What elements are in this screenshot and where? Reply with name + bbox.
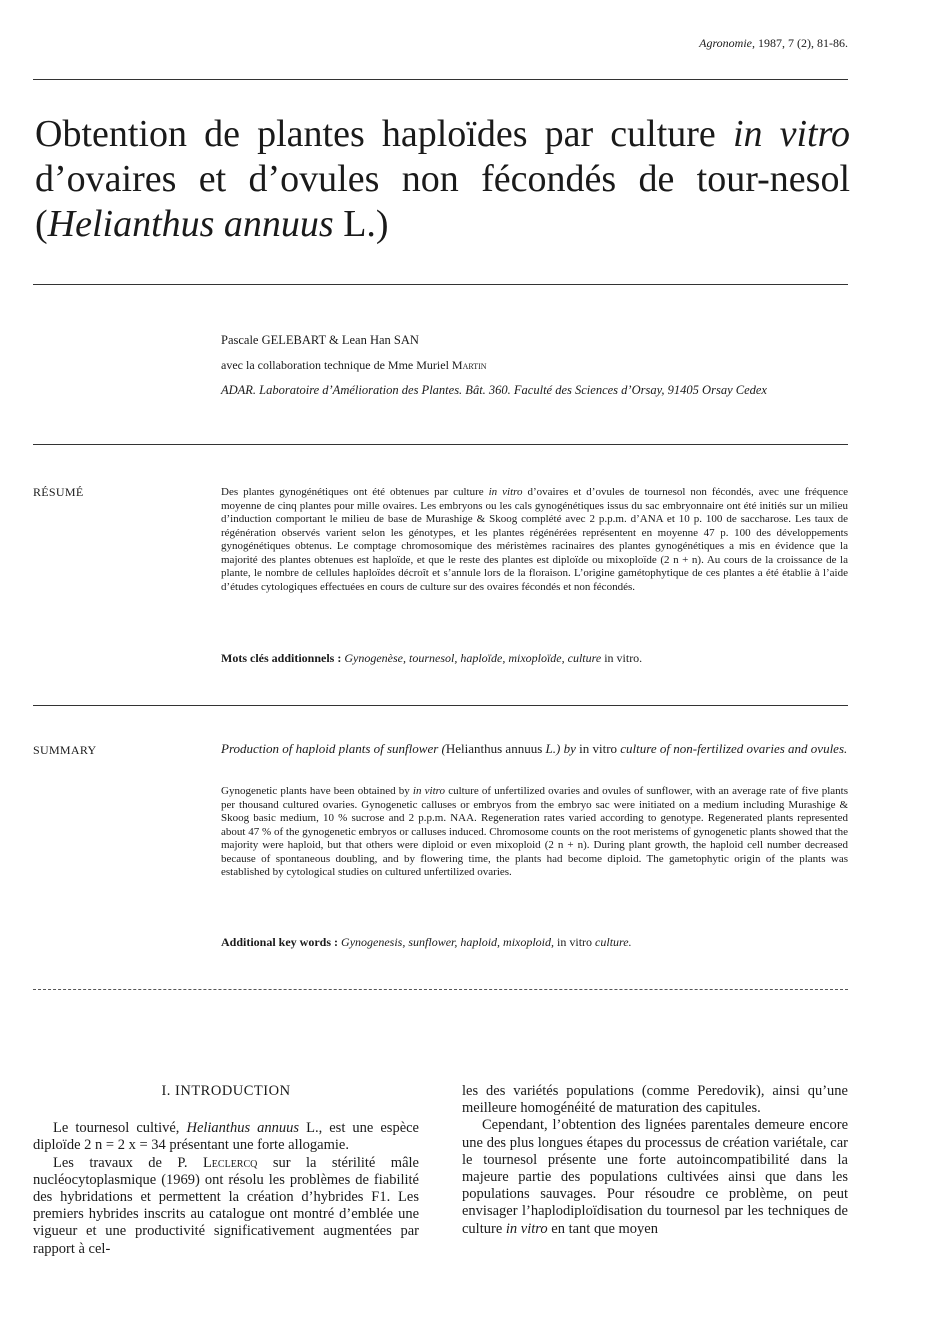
summary-title-invitro: in vitro [579,741,618,756]
journal-citation [699,36,848,51]
resume-text-b: d’ovaires et d’ovules de tournesol non fécondés, avec une fréquence moyenne de cinq plantes pour mille ovaires. Les embryons ou les cals gynogénétiques issus du sac embryonnaire ont été initiés sur un milieu d’induction comportant le milieu de base de Murashige & Skoog complété avec 2 p.p.m. d’ANA et 10 p. 100 de saccharose. Les taux de régénération observés varient selon les génotypes, et les plantes régénérées représentent en moyenne 47 p. 100 des développements gynogénétiques obtenus. Le comptage chromosomique des méristèmes racinaires des plantes gynogénétiques a mis en évidence que la majorité des plantes obtenues est haploïde, et que le reste des plantes est diploïde ou mixoploïde (2 n + n). Au cours de la croissance de la plante, le nombre de cellules haploïdes décroît et s’annule lors de la floraison. L’origine gamétophytique de ces plantes a été établie à l’aide d’études cytologiques effectuées en cours de culture sur des ovaires fécondés et non fécondés. [221,486,849,593]
authors: Pascale GELEBART & Lean Han SAN [221,333,419,347]
title-text-2: d’ovaires et d’ovules non fécondés de tour-nesol ( [35,158,850,245]
intro-p4-a: Cependant, l’obtention des lignées parentales demeure encore une des plus longues étapes du processus de création variétale, car le tournesol présente une forte autoincompatibilité dans la majeure partie des populations cultivées ainsi que dans les populations sauvages. Pour résoudre ce problème, on peut envisager l’haplodiploïdisation du tournesol par les techniques de culture [462,1117,848,1237]
summary-keywords-label: Additional key words : [221,935,339,949]
summary-keywords [221,935,632,950]
resume-text-a: Des plantes gynogénétiques ont été obtenues par culture [221,486,489,498]
intro-paragraph-3: les des variétés populations (comme Peredovik), ainsi qu’une meilleure homogénéité de maturation des capitules. [462,1083,848,1117]
intro-paragraph-2 [33,1155,419,1258]
intro-right-column [462,1083,848,1238]
summary-keywords-mid: in vitro [557,935,593,949]
resume-keywords-label: Mots clés additionnels : [221,651,342,665]
summary-text-a: Gynogenetic plants have been obtained by [221,785,413,797]
title-text-3: L.) [333,203,389,245]
header-rule [33,79,848,80]
collab-name: Martin [451,358,487,372]
summary-title-a: Production of haploid plants of sunflower ( [221,741,446,756]
summary-keywords-end: culture. [595,935,632,949]
title-rule [33,284,848,285]
intro-left-column [33,1083,419,1258]
resume-keywords-text: Gynogenèse, tournesol, haploïde, mixoploïde, culture [344,651,602,665]
intro-p1-a: Le tournesol cultivé, [53,1120,187,1137]
summary-title-c: culture of non-fertilized ovaries and ovules. [617,741,848,756]
summary-label: SUMMARY [33,743,97,757]
intro-p2-b: sur la stérilité mâle nucléocytoplasmique (1969) ont résolu les problèmes de fiabilité des hybridations et permettent la création d’hybrides F1. Les premiers hybrides inscrits au catalogue ont montré d’emblée une vigueur et une productivité significativement augmentées par rapport à cel- [33,1154,419,1257]
intro-paragraph-4 [462,1117,848,1237]
summary-text-b: culture of unfertilized ovaries and ovules of sunflower, with an average rate of five plants per thousand cultured ovaries. Gynogenetic calluses or embryos from the embryo sac were initiated on a medium including Murashige & Skoog basic medium, 10 % sucrose and 2 p.p.m. NAA. Regeneration rates varied according to genotype. Regenerated plants represented about 47 % of the gynogenetic embryos or calluses induced. Chromosome counts on the root meristems of gynogenetic plants showed that the majority were haploid, but that others were diploid or even mixoploid (2 n + n). During plant growth, the haploid cell number decreased because of spontaneous doubling, and by flowering time, the plants had become diploid. The gametophytic origin of the plants was established by cytological studies on cultured unfertilized ovaries. [221,785,848,878]
intro-heading: I. INTRODUCTION [161,1083,291,1099]
intro-p2-a: Les travaux de P. [53,1154,203,1171]
summary-title-b: L.) by [542,741,580,756]
resume-rule [33,705,848,706]
resume-text [221,486,848,594]
title-italic-2: Helianthus annuus [47,203,334,245]
summary-text [221,785,848,880]
intro-p4-italic: in vitro [505,1220,548,1237]
intro-p2-author: Leclercq [202,1154,258,1171]
intro-paragraph-1 [33,1120,419,1154]
intro-p1-b: L., est une espèce diploïde 2 n = 2 x = 34 présentant une forte allogamie. [33,1120,419,1154]
intro-p1-italic: Helianthus annuus [186,1120,300,1137]
summary-title-species: Helianthus annuus [445,741,543,756]
journal-name: Agronomie, [699,36,755,50]
summary-title [221,741,848,757]
resume-keywords [221,651,642,666]
summary-rule [33,989,848,990]
resume-keywords-end: in vitro. [604,651,643,665]
article-title [35,112,850,247]
affiliation: ADAR. Laboratoire d’Amélioration des Plantes. Bât. 360. Faculté des Sciences d’Orsay, 91405 Orsay Cedex [221,383,767,397]
authors-rule [33,444,848,445]
intro-p4-b: en tant que moyen [547,1220,658,1237]
collaboration [221,358,487,373]
resume-label: RÉSUMÉ [33,485,84,499]
summary-keywords-text: Gynogenesis, sunflower, haploid, mixoploid, [341,935,555,949]
journal-volume: 1987, 7 (2), 81-86. [758,36,848,50]
resume-text-italic: in vitro [488,486,523,498]
collab-prefix: avec la collaboration technique de Mme Muriel [221,358,449,372]
summary-text-italic: in vitro [412,785,446,797]
title-text-1: Obtention de plantes haploïdes par culture [35,113,733,155]
title-italic-1: in vitro [732,113,850,155]
